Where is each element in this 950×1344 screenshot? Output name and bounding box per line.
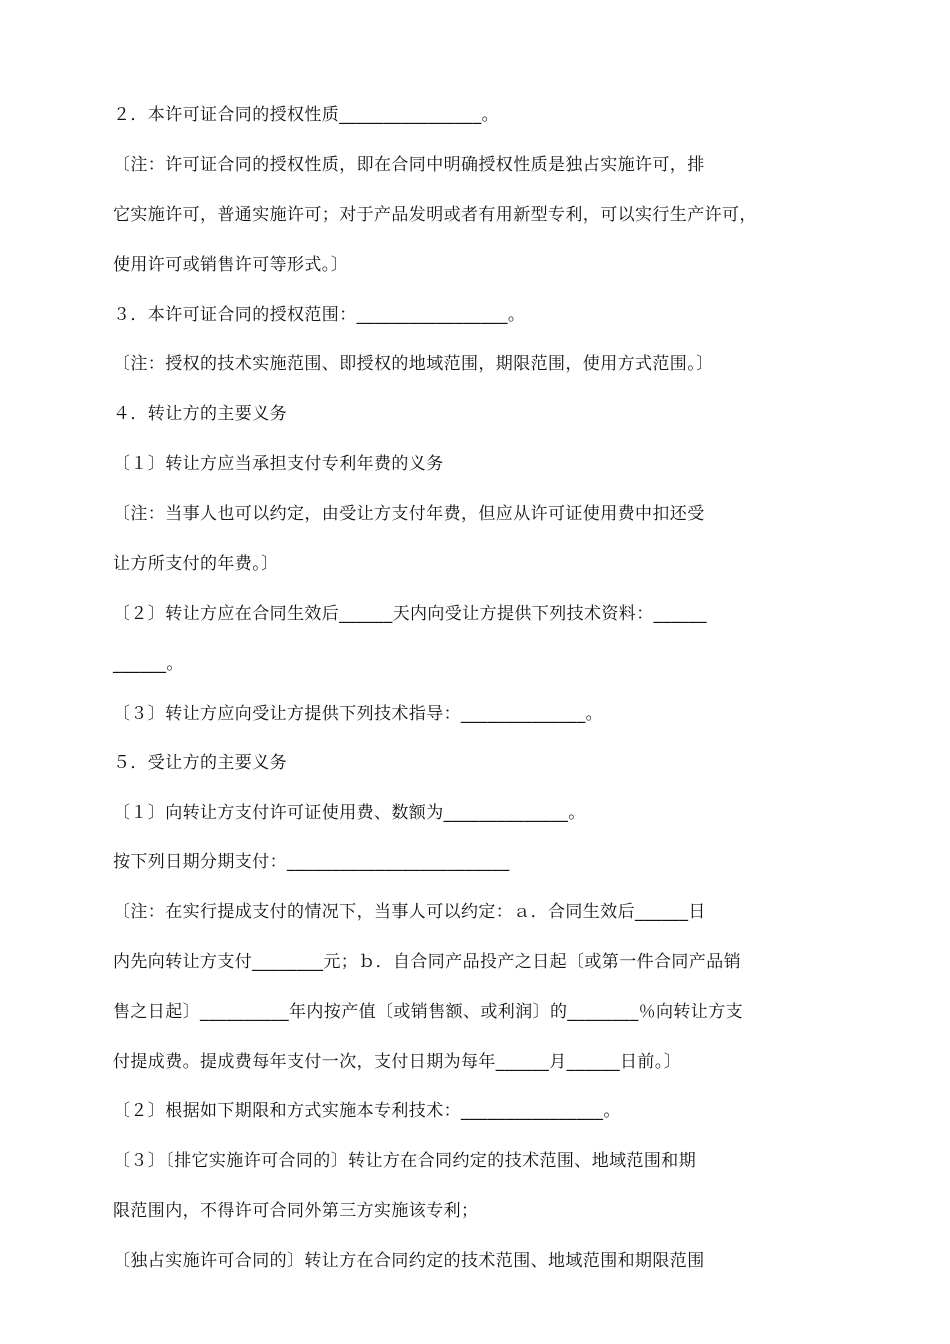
clause-5-transferee-obligations: ５．受让方的主要义务 <box>113 753 287 773</box>
note-authorization-nature-line-1: 〔注：许可证合同的授权性质，即在合同中明确授权性质是独占实施许可，排 <box>113 155 705 175</box>
clause-3-authorization-scope: ３．本许可证合同的授权范围：_________________。 <box>113 305 526 325</box>
clause-5-2: 〔２〕根据如下期限和方式实施本专利技术：________________。 <box>113 1101 621 1121</box>
note-royalty-line-2: 内先向转让方支付________元；ｂ．自合同产品投产之日起〔或第一件合同产品销 <box>113 952 741 972</box>
note-annual-fee-line-2: 让方所支付的年费。〕 <box>113 554 279 574</box>
note-royalty-line-3: 售之日起〕__________年内按产值〔或销售额、或利润〕的________％向转让方支 <box>113 1002 743 1022</box>
note-authorization-scope: 〔注：授权的技术实施范围、即授权的地域范围，期限范围，使用方式范围。〕 <box>113 354 714 374</box>
clause-4-3: 〔３〕转让方应向受让方提供下列技术指导：______________。 <box>113 704 603 724</box>
note-authorization-nature-line-3: 使用许可或销售许可等形式。〕 <box>113 255 349 275</box>
clause-4-transferor-obligations: ４．转让方的主要义务 <box>113 404 287 424</box>
clause-5-3-line-3: 〔独占实施许可合同的〕转让方在合同约定的技术范围、地域范围和期限范围 <box>113 1251 705 1271</box>
clause-5-3-line-2: 限范围内，不得许可合同外第三方实施该专利； <box>113 1201 479 1221</box>
installment-payment-line: 按下列日期分期支付：_________________________ <box>113 852 510 872</box>
clause-5-3-line-1: 〔３〕〔排它实施许可合同的〕转让方在合同约定的技术范围、地域范围和期 <box>113 1151 697 1171</box>
note-annual-fee-line-1: 〔注：当事人也可以约定，由受让方支付年费，但应从许可证使用费中扣还受 <box>113 504 705 524</box>
clause-2-authorization-nature: ２．本许可证合同的授权性质________________。 <box>113 105 499 125</box>
clause-4-1: 〔１〕转让方应当承担支付专利年费的义务 <box>113 454 444 474</box>
clause-4-2-line-1: 〔２〕转让方应在合同生效后______天内向受让方提供下列技术资料：______ <box>113 604 707 624</box>
note-authorization-nature-line-2: 它实施许可，普通实施许可；对于产品发明或者有用新型专利，可以实行生产许可， <box>113 205 757 225</box>
clause-5-1: 〔１〕向转让方支付许可证使用费、数额为______________。 <box>113 803 586 823</box>
note-royalty-line-1: 〔注：在实行提成支付的情况下，当事人可以约定：ａ．合同生效后______日 <box>113 902 706 922</box>
clause-4-2-line-2: ______。 <box>113 654 184 674</box>
note-royalty-line-4: 付提成费。提成费每年支付一次，支付日期为每年______月______日前。〕 <box>113 1052 682 1072</box>
